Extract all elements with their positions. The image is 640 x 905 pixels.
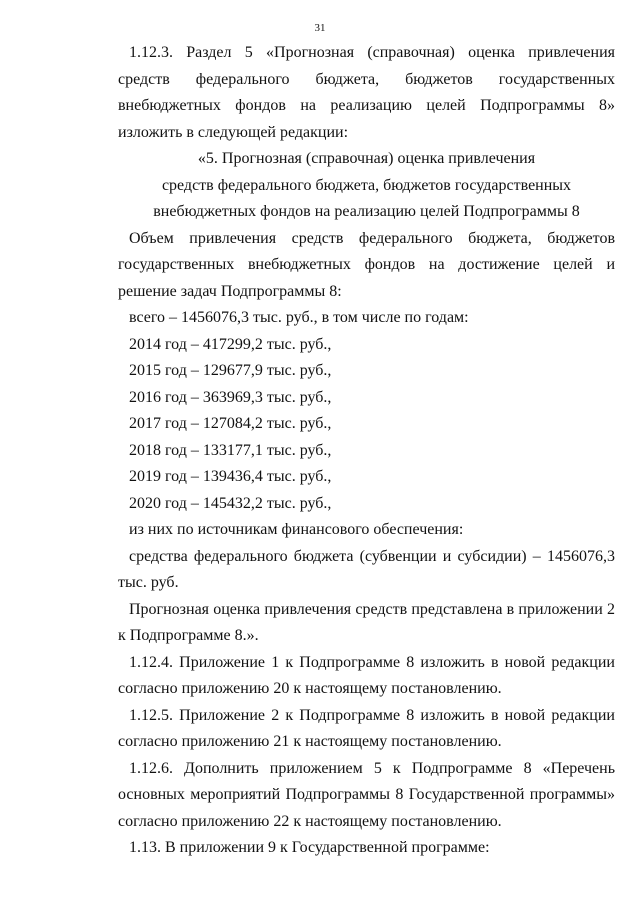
paragraph-1-12-3: 1.12.3. Раздел 5 «Прогнозная (справочная) оценка привлечения средств федерального бюджета, бюджетов государственных внебюджетных фондов на реализацию целей Подпрограммы 8» изложить в следующей редакции: (118, 44, 615, 141)
document-body (118, 40, 615, 862)
federal-budget-line: средства федерального бюджета (субвенции и субсидии) – 1456076,3 тыс. руб. (118, 547, 615, 591)
section-title-line-3: внебюджетных фондов на реализацию целей Подпрограммы 8 (153, 203, 580, 220)
year-2016: 2016 год – 363969,3 тыс. руб., (129, 388, 332, 406)
paragraph-1-12-5: 1.12.5. Приложение 2 к Подпрограмме 8 изложить в новой редакции согласно приложению 21 к настоящему постановлению. (118, 706, 615, 750)
section-title-line-2: средств федерального бюджета, бюджетов государственных (161, 176, 572, 194)
section-title-line-1: «5. Прогнозная (справочная) оценка привлечения (197, 150, 536, 167)
total-line: всего – 1456076,3 тыс. руб., в том числе по годам: (129, 309, 469, 326)
year-2017: 2017 год – 127084,2 тыс. руб., (129, 415, 332, 432)
page-number: 31 (314, 22, 326, 34)
year-2020: 2020 год – 145432,2 тыс. руб., (129, 494, 332, 512)
year-2019: 2019 год – 139436,4 тыс. руб., (129, 468, 332, 485)
section-title (78, 146, 640, 226)
paragraph-1-13: 1.13. В приложении 9 к Государственной программе: (129, 839, 490, 856)
paragraph-forecast: Прогнозная оценка привлечения средств представлена в приложении 2 к Подпрограмме 8.». (118, 600, 615, 644)
year-2015: 2015 год – 129677,9 тыс. руб., (129, 362, 332, 379)
year-2018: 2018 год – 133177,1 тыс. руб., (129, 441, 332, 459)
paragraph-1-12-6: 1.12.6. Дополнить приложением 5 к Подпрограмме 8 «Перечень основных мероприятий Подпрограммы 8 Государственной программы» согласно приложению 22 к настоящему постановлению. (118, 759, 615, 830)
year-2014: 2014 год – 417299,2 тыс. руб., (129, 335, 332, 353)
sources-intro: из них по источникам финансового обеспечения: (129, 521, 464, 538)
paragraph-1-12-4: 1.12.4. Приложение 1 к Подпрограмме 8 изложить в новой редакции согласно приложению 20 к настоящему постановлению. (118, 653, 615, 697)
paragraph-volume: Объем привлечения средств федерального бюджета, бюджетов государственных внебюджетных фондов на достижение целей и решение задач Подпрограммы 8: (118, 229, 615, 300)
